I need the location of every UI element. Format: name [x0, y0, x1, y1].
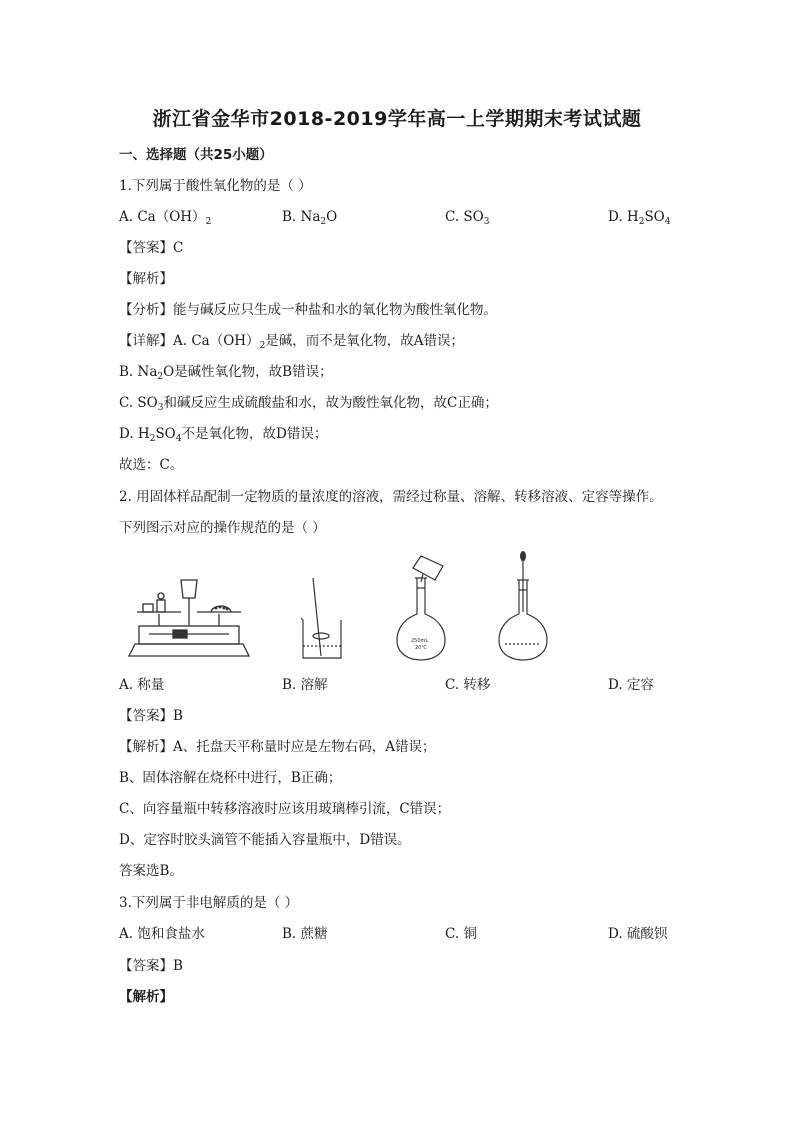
- q1-answer: 【答案】C: [119, 240, 184, 256]
- q1-option-c: C. $SO_3$: [445, 209, 490, 227]
- q2-option-d: D. 定容: [608, 677, 654, 693]
- q1-options: [119, 208, 679, 226]
- page-title: 浙江省金华市2018-2019学年高一上学期期末考试试题: [152, 108, 642, 130]
- q2-analysis-line-4: D、定容时胶头滴管不能插入容量瓶中，D错误。: [119, 832, 411, 848]
- q1-detail-b: B. $Na_2O$是碱性氧化物，故B错误；: [119, 364, 333, 382]
- flask-volume-label: 250mL: [411, 638, 429, 644]
- q1-option-d: D. $H_2SO_4$: [608, 209, 671, 227]
- q1-detail-a: 【详解】A. $Ca(OH)_2$是碱，而不是氧化物，故A错误；: [119, 333, 465, 351]
- q2-analysis-line-2: B、固体溶解在烧杯中进行，B正确；: [119, 770, 342, 786]
- q1-option-b: B. $Na_2O$: [282, 209, 338, 227]
- balance-figure: [119, 550, 259, 662]
- q1-detail-c: C. $SO_3$和碱反应生成硫酸盐和水，故为酸性氧化物，故C正确；: [119, 395, 498, 413]
- q2-option-b: B. 溶解: [282, 677, 328, 693]
- q3-answer: 【答案】B: [119, 958, 183, 974]
- q2-stem-line1: 2. 用固体样品配制一定物质的量浓度的溶液，需经过称量、溶解、转移溶液、定容等操作。: [119, 489, 663, 505]
- flask-temp-label: 20℃: [415, 645, 427, 651]
- q3-option-d: D. 硫酸钡: [608, 926, 668, 942]
- q2-option-a: A. 称量: [119, 677, 165, 693]
- volume-figure: [491, 550, 561, 662]
- q3-stem: 3.下列属于非电解质的是（ ）: [119, 895, 299, 911]
- q1-analysis-label: 【解析】: [119, 271, 173, 287]
- section-heading: 一、选择题（共25小题）: [119, 147, 273, 163]
- q2-analysis-line-3: C、向容量瓶中转移溶液时应该用玻璃棒引流，C错误；: [119, 801, 451, 817]
- q2-stem-line2: 下列图示对应的操作规范的是（ ）: [119, 520, 326, 536]
- q2-analysis-line-1: 【解析】A、托盘天平称量时应是左物右码，A错误；: [119, 739, 436, 755]
- q1-detail-d: D. $H_2SO_4$不是氧化物，故D错误；: [119, 426, 328, 444]
- q3-option-b: B. 蔗糖: [282, 926, 328, 942]
- q2-option-c: C. 转移: [445, 677, 491, 693]
- beaker-figure: [299, 578, 349, 662]
- q1-fenxi: 【分析】能与碱反应只生成一种盐和水的氧化物为酸性氧化物。: [119, 302, 497, 318]
- transfer-figure: [395, 554, 475, 662]
- q2-options: [119, 676, 679, 694]
- q1-stem: 1.下列属于酸性氧化物的是（ ）: [119, 178, 312, 194]
- q3-analysis-label: 【解析】: [119, 989, 173, 1005]
- q2-answer: 【答案】B: [119, 708, 183, 724]
- q3-option-a: A. 饱和食盐水: [119, 926, 205, 942]
- q3-option-c: C. 铜: [445, 926, 477, 942]
- q2-figure-row: [119, 550, 679, 665]
- q1-conclusion: 故选：C。: [119, 457, 184, 473]
- q3-options: [119, 925, 679, 943]
- q2-conclusion: 答案选B。: [119, 863, 183, 879]
- q1-option-a: A. $Ca(OH)_2$: [119, 209, 212, 227]
